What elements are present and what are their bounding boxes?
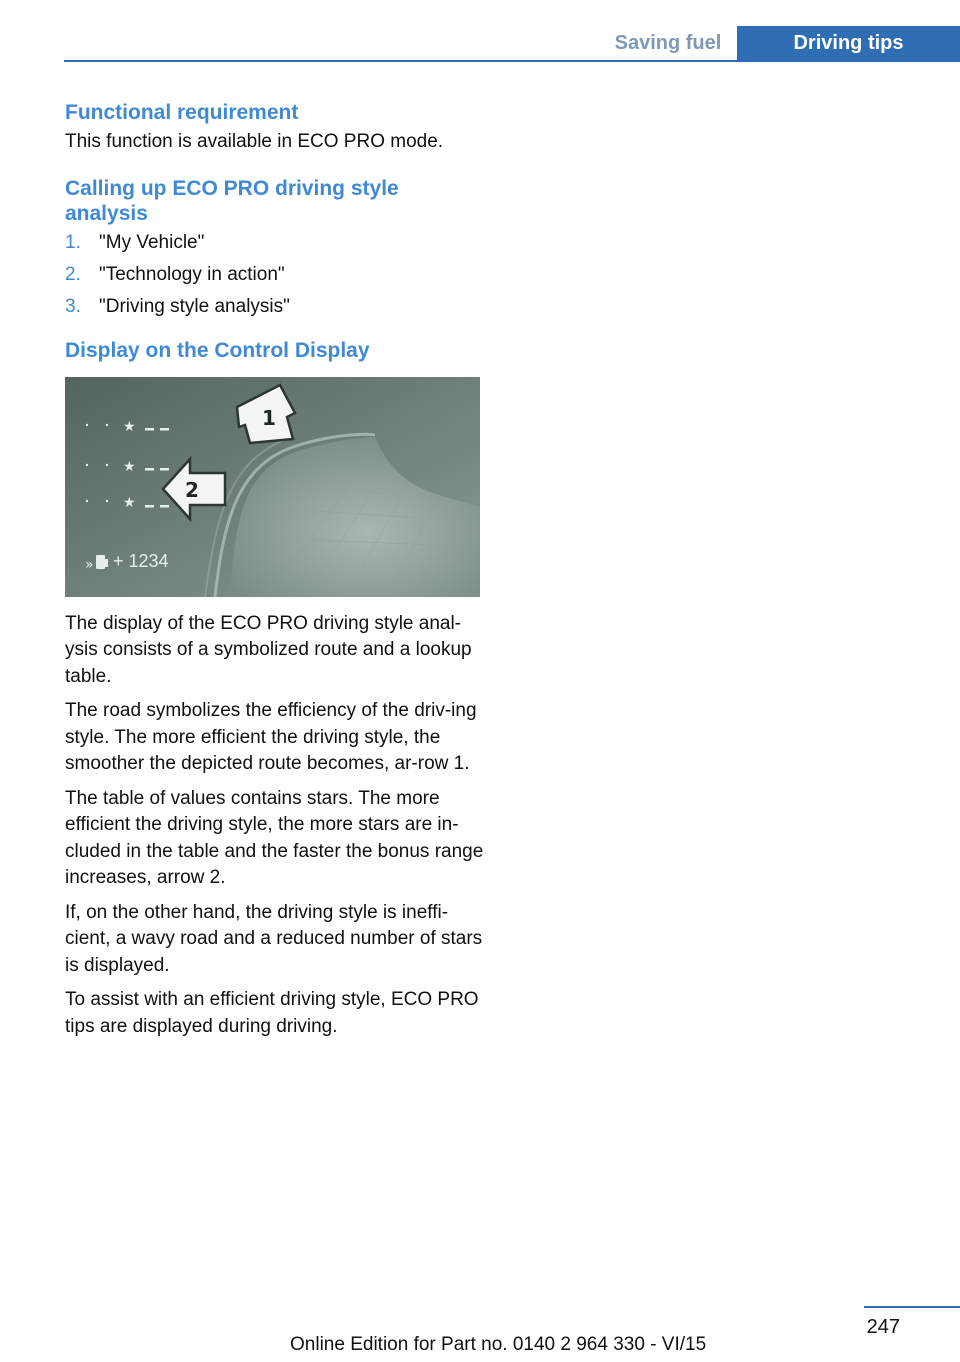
control-display-figure — [65, 377, 480, 597]
section-tab: Saving fuel — [614, 32, 722, 54]
paragraph: If, on the other hand, the driving style is ineffi‐cient, a wavy road and a reduced number of stars is displayed. — [65, 901, 483, 976]
arrow-2-label: 2 — [185, 477, 199, 502]
chapter-tab: Driving tips — [737, 26, 960, 60]
step-number: 1. — [65, 231, 81, 253]
header-rule — [64, 60, 960, 62]
step-text: "Technology in action" — [99, 263, 285, 285]
heading-calling-up: Calling up ECO PRO driving style analysis — [65, 176, 399, 225]
list-item — [65, 262, 485, 288]
step-number: 3. — [65, 295, 81, 317]
fuel-bonus-value: + 1234 — [113, 550, 169, 571]
paragraph: To assist with an efficient driving style, ECO PRO tips are displayed during driving. — [65, 989, 479, 1037]
svg-text:»: » — [85, 556, 94, 573]
paragraph: The road symbolizes the efficiency of the driv‐ing style. The more efficient the driving style, the smoother the depicted route becomes, ar‐row 1. — [65, 700, 477, 774]
step-text: "Driving style analysis" — [99, 295, 290, 317]
footer-rule — [864, 1306, 960, 1308]
list-item — [65, 294, 485, 320]
heading-display: Display on the Control Display — [65, 338, 370, 362]
svg-text:★: ★ — [123, 458, 136, 475]
paragraph: The display of the ECO PRO driving style anal‐ysis consists of a symbolized route and a lookup table. — [65, 612, 472, 687]
arrow-1-label: 1 — [262, 405, 276, 430]
paragraph: The table of values contains stars. The more efficient the driving style, the more stars are in‐cluded in the table and the faster the bonus range increases, arrow 2. — [65, 787, 484, 888]
page-number: 247 — [866, 1316, 900, 1338]
svg-text:★: ★ — [123, 494, 136, 511]
step-text: "My Vehicle" — [99, 231, 205, 253]
steps-list — [65, 230, 485, 320]
list-item — [65, 230, 485, 256]
heading-functional-requirement: Functional requirement — [65, 101, 299, 124]
edition-note: Online Edition for Part no. 0140 2 964 330 - VI/15 — [290, 1334, 707, 1355]
svg-text:★: ★ — [123, 418, 136, 435]
step-number: 2. — [65, 263, 81, 285]
functional-requirement-text: This function is available in ECO PRO mode. — [65, 131, 444, 152]
main-column — [65, 100, 485, 1040]
